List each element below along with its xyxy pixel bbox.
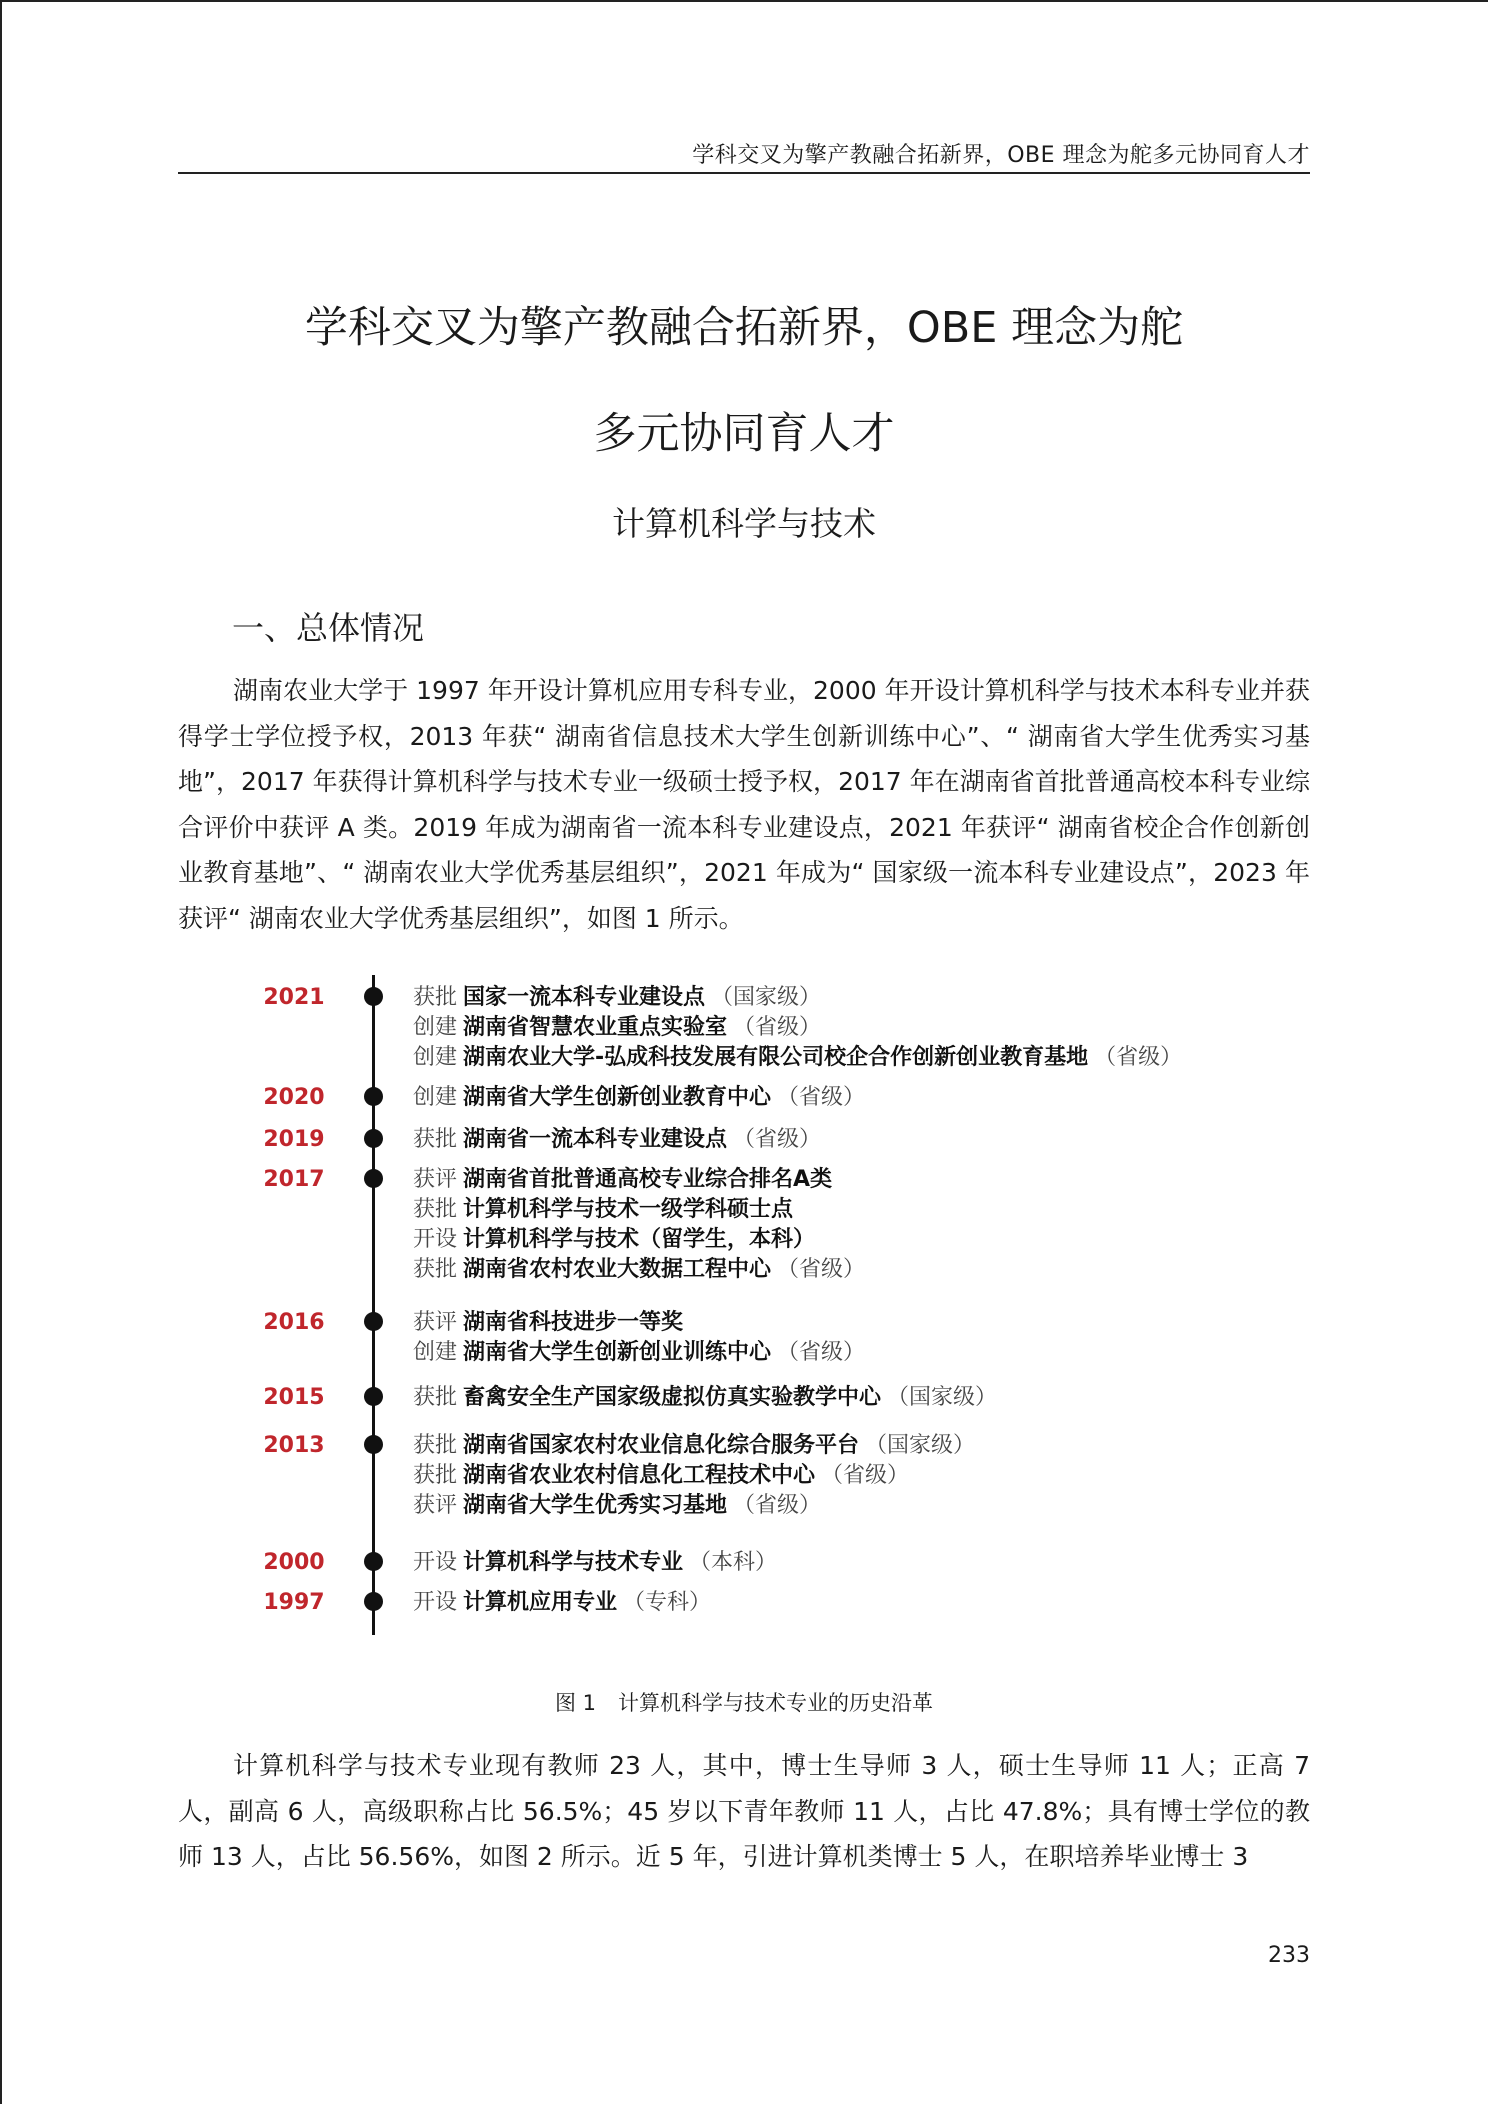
timeline-item-level: （专科） — [623, 1590, 712, 1615]
page-subtitle: 计算机科学与技术 — [612, 504, 876, 543]
timeline-item-action: 开设 — [413, 1227, 458, 1252]
timeline-year: 2015 — [263, 1385, 325, 1410]
timeline-item-title: 湖南省智慧农业重点实验室 — [463, 1015, 728, 1040]
timeline-items — [413, 983, 1182, 1073]
timeline-item-level: （国家级） — [865, 1433, 976, 1458]
timeline-item-title: 湖南省大学生创新创业训练中心 — [463, 1340, 772, 1365]
timeline-item — [413, 1308, 865, 1338]
timeline-item — [413, 1195, 865, 1225]
timeline-item-level: （国家级） — [887, 1385, 998, 1410]
figure-caption-text: 计算机科学与技术专业的历史沿革 — [618, 1691, 934, 1715]
timeline-items — [413, 1383, 997, 1413]
timeline-item-title: 计算机科学与技术一级学科硕士点 — [463, 1197, 794, 1222]
timeline-item-level: （国家级） — [711, 985, 822, 1010]
timeline-item-action: 获批 — [413, 985, 458, 1010]
page-title-line-1: 学科交叉为擎产教融合拓新界，OBE 理念为舵 — [304, 303, 1184, 353]
timeline-item — [413, 1125, 821, 1155]
timeline-item-title: 湖南农业大学-弘成科技发展有限公司校企合作创新创业教育基地 — [463, 1045, 1089, 1070]
timeline-dot — [364, 1592, 383, 1611]
timeline-dot — [364, 1169, 383, 1188]
timeline-item-level: （省级） — [733, 1127, 822, 1152]
timeline-axis — [372, 975, 375, 1635]
timeline-item-action: 获评 — [413, 1493, 458, 1518]
timeline-items — [413, 1165, 865, 1285]
timeline-dot — [364, 1552, 383, 1571]
timeline-item-level: （省级） — [777, 1257, 866, 1282]
timeline-item-action: 获批 — [413, 1257, 458, 1282]
timeline-item-title: 湖南省大学生创新创业教育中心 — [463, 1085, 772, 1110]
timeline-item-title: 计算机科学与技术专业 — [463, 1550, 684, 1575]
timeline-item — [413, 1461, 975, 1491]
page-number: 233 — [1268, 1943, 1310, 1968]
timeline-item-action: 开设 — [413, 1550, 458, 1575]
timeline-item — [413, 1043, 1182, 1073]
timeline-item-action: 获评 — [413, 1310, 458, 1335]
timeline-year: 2020 — [263, 1085, 325, 1110]
timeline-item — [413, 1491, 975, 1521]
timeline-item-title: 国家一流本科专业建设点 — [463, 985, 706, 1010]
timeline-item-title: 计算机应用专业 — [463, 1590, 618, 1615]
timeline-dot — [364, 1435, 383, 1454]
timeline-dot — [364, 1129, 383, 1148]
figure-caption-number: 图 1 — [554, 1691, 597, 1715]
timeline-item — [413, 1338, 865, 1368]
timeline-year: 2021 — [263, 985, 325, 1010]
timeline-item — [413, 1165, 865, 1195]
timeline-items — [413, 1125, 821, 1155]
timeline-item-action: 获批 — [413, 1433, 458, 1458]
timeline-item — [413, 1225, 865, 1255]
timeline-dot — [364, 987, 383, 1006]
timeline-item-title: 湖南省农业农村信息化工程技术中心 — [463, 1463, 816, 1488]
timeline-item — [413, 1013, 1182, 1043]
timeline-items — [413, 1431, 975, 1521]
timeline-item-title: 湖南省首批普通高校专业综合排名A类 — [463, 1167, 833, 1192]
timeline-item-title: 计算机科学与技术（留学生，本科） — [463, 1227, 816, 1252]
timeline-item-level: （省级） — [733, 1015, 822, 1040]
paragraph-faculty: 计算机科学与技术专业现有教师 23 人，其中，博士生导师 3 人，硕士生导师 11 人；正高 7 人，副高 6 人，高级职称占比 56.5%；45 岁以下青年教师 11 人，占比 47.8%；具有博士学位的教师 13 人，占比 56.56%，如图 2 所示。近 5 年，引进计算机类博士 5 人，在职培养毕业博士 3 — [178, 1751, 1310, 1871]
timeline-year: 2017 — [263, 1167, 325, 1192]
section-heading: 一、总体情况 — [232, 609, 425, 647]
timeline-item-action: 创建 — [413, 1015, 458, 1040]
timeline-item-action: 获批 — [413, 1197, 458, 1222]
header-rule — [178, 172, 1310, 174]
page-title-line-2: 多元协同育人才 — [593, 409, 895, 459]
paragraph-overview: 湖南农业大学于 1997 年开设计算机应用专科专业，2000 年开设计算机科学与技术本科专业并获得学士学位授予权，2013 年获“ 湖南省信息技术大学生创新训练中心”、“ 湖南省大学生优秀实习基地”，2017 年获得计算机科学与技术专业一级硕士授予权，2017 年在湖南省首批普通高校本科专业综合评价中获评 A 类。2019 年成为湖南省一流本科专业建设点，2021 年获评“ 湖南省校企合作创新创业教育基地”、“ 湖南农业大学优秀基层组织”，2021 年成为“ 国家级一流本科专业建设点”，2023 年获评“ 湖南农业大学优秀基层组织”，如图 1 所示。 — [178, 676, 1310, 933]
timeline-item-title: 湖南省国家农村农业信息化综合服务平台 — [463, 1433, 860, 1458]
timeline-item-action: 创建 — [413, 1085, 458, 1110]
timeline-dot — [364, 1087, 383, 1106]
timeline-item-action: 创建 — [413, 1045, 458, 1070]
timeline-item-action: 获批 — [413, 1127, 458, 1152]
timeline-item — [413, 983, 1182, 1013]
history-timeline-figure — [220, 975, 1300, 1635]
timeline-item — [413, 1431, 975, 1461]
timeline-item — [413, 1255, 865, 1285]
timeline-item-level: （省级） — [821, 1463, 910, 1488]
timeline-item-action: 创建 — [413, 1340, 458, 1365]
timeline-item-action: 获评 — [413, 1167, 458, 1192]
timeline-item — [413, 1383, 997, 1413]
timeline-item-level: （本科） — [689, 1550, 778, 1575]
timeline-item-title: 湖南省农村农业大数据工程中心 — [463, 1257, 772, 1282]
timeline-item-title: 湖南省科技进步一等奖 — [463, 1310, 684, 1335]
timeline-items — [413, 1308, 865, 1368]
timeline-year: 2016 — [263, 1310, 325, 1335]
timeline-item-level: （省级） — [777, 1340, 866, 1365]
timeline-item-title: 湖南省大学生优秀实习基地 — [463, 1493, 728, 1518]
figure-caption — [178, 1687, 1310, 1717]
running-header: 学科交叉为擎产教融合拓新界，OBE 理念为舵多元协同育人才 — [692, 143, 1310, 168]
timeline-dot — [364, 1312, 383, 1331]
timeline-items — [413, 1083, 865, 1113]
timeline-year: 2019 — [263, 1127, 325, 1152]
timeline-item-level: （省级） — [777, 1085, 866, 1110]
timeline-items — [413, 1588, 711, 1618]
timeline-item-level: （省级） — [1094, 1045, 1183, 1070]
timeline-item-title: 畜禽安全生产国家级虚拟仿真实验教学中心 — [463, 1385, 882, 1410]
timeline-item-action: 获批 — [413, 1385, 458, 1410]
timeline-item-title: 湖南省一流本科专业建设点 — [463, 1127, 728, 1152]
timeline-item — [413, 1548, 777, 1578]
timeline-item-action: 开设 — [413, 1590, 458, 1615]
timeline-dot — [364, 1387, 383, 1406]
timeline-item — [413, 1083, 865, 1113]
timeline-year: 1997 — [263, 1590, 325, 1615]
timeline-item-level: （省级） — [733, 1493, 822, 1518]
timeline-item-action: 获批 — [413, 1463, 458, 1488]
timeline-item — [413, 1588, 711, 1618]
timeline-year: 2000 — [263, 1550, 325, 1575]
timeline-year: 2013 — [263, 1433, 325, 1458]
timeline-items — [413, 1548, 777, 1578]
